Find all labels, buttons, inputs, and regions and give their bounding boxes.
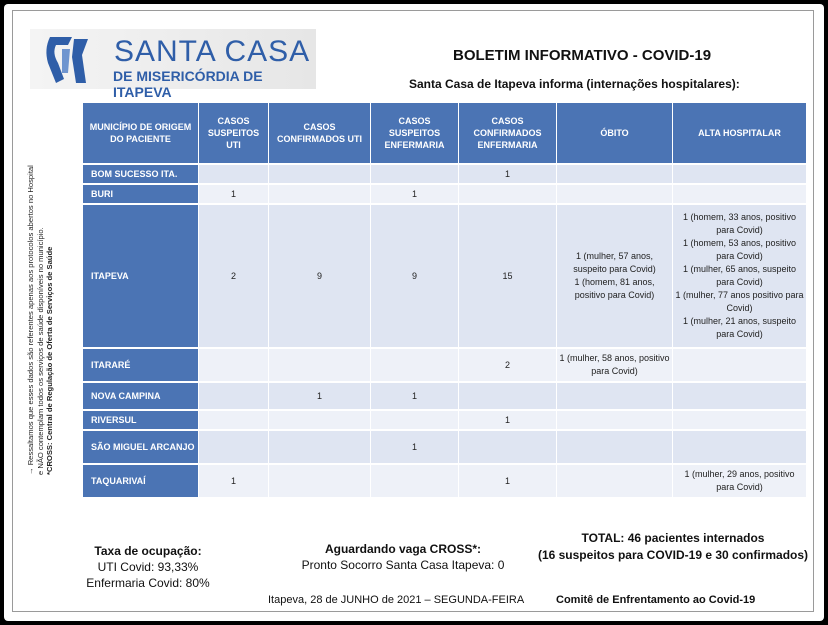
- count-cell: [269, 463, 371, 497]
- alta-entry: 1 (mulher, 21 anos, suspeito para Covid): [682, 316, 797, 339]
- alta-cell: [673, 429, 807, 463]
- logo-title: SANTA CASA: [114, 35, 311, 68]
- table-row: [83, 381, 807, 409]
- side-note-line-3: *CROSS: Central de Regulação de Oferta de Serviços de Saúde: [45, 246, 54, 475]
- count-cell: [269, 347, 371, 381]
- alta-entry: 1 (mulher, 77 anos positivo para Covid): [675, 290, 804, 313]
- municipality-cell: ITAPEVA: [83, 203, 199, 347]
- column-header: CASOS CONFIRMADOS UTI: [269, 103, 371, 163]
- count-cell: 1: [199, 463, 269, 497]
- obito-entry: 1 (homem, 81 anos, positivo para Covid): [574, 277, 655, 300]
- alta-entry: 1 (homem, 33 anos, positivo para Covid): [682, 212, 797, 235]
- logo-subtitle: DE MISERICÓRDIA DE ITAPEVA: [113, 68, 263, 100]
- alta-entry: 1 (mulher, 65 anos, suspeito para Covid): [682, 264, 797, 287]
- count-cell: [459, 429, 557, 463]
- alta-entry: 1 (homem, 53 anos, positivo para Covid): [682, 238, 797, 261]
- municipality-cell: BOM SUCESSO ITA.: [83, 163, 199, 183]
- side-note-line-2: e NÃO contemplam todos os serviços de saúde disponíveis no município.: [35, 227, 45, 475]
- count-cell: 1: [269, 381, 371, 409]
- cross-heading: Aguardando vaga CROSS*:: [324, 542, 482, 556]
- obito-cell: [557, 163, 673, 183]
- count-cell: 1: [199, 183, 269, 203]
- obito-cell: [557, 381, 673, 409]
- santa-casa-logo-icon: [42, 33, 94, 87]
- obito-cell: [557, 463, 673, 497]
- side-note-line-1: → Ressaltamos que esses dados são referentes apenas aos protocolos abertos no Hospital: [26, 165, 35, 475]
- count-cell: 1: [371, 429, 459, 463]
- column-header: CASOS CONFIRMADOS ENFERMARIA: [459, 103, 557, 163]
- alta-cell: [673, 381, 807, 409]
- count-cell: [199, 381, 269, 409]
- column-header: CASOS SUSPEITOS ENFERMARIA: [371, 103, 459, 163]
- total-line-2: (16 suspeitos para COVID-19 e 30 confirmados): [537, 548, 809, 562]
- alta-cell: [673, 163, 807, 183]
- table-row: [83, 183, 807, 203]
- table-row: [83, 163, 807, 183]
- count-cell: [199, 429, 269, 463]
- bulletin-sheet: [12, 10, 814, 612]
- alta-cell: [673, 409, 807, 429]
- alta-cell: [673, 203, 807, 347]
- bulletin-table: [83, 103, 807, 497]
- occupancy-enfermaria: Enfermaria Covid: 80%: [86, 576, 210, 590]
- count-cell: [269, 163, 371, 183]
- occupancy-uti: UTI Covid: 93,33%: [97, 560, 199, 574]
- footer-committee: Comitê de Enfrentamento ao Covid-19: [556, 594, 756, 606]
- count-cell: [459, 183, 557, 203]
- count-cell: 2: [199, 203, 269, 347]
- count-cell: [371, 409, 459, 429]
- count-cell: 1: [459, 463, 557, 497]
- count-cell: [459, 381, 557, 409]
- alta-entry: 1 (mulher, 29 anos, positivo para Covid): [684, 469, 795, 492]
- municipality-cell: TAQUARIVAÍ: [83, 463, 199, 497]
- total-block: [523, 530, 823, 564]
- count-cell: [371, 463, 459, 497]
- municipality-cell: NOVA CAMPINA: [83, 381, 199, 409]
- count-cell: [371, 163, 459, 183]
- table-row: [83, 429, 807, 463]
- page-title: BOLETIM INFORMATIVO - COVID-19: [453, 47, 712, 64]
- municipality-cell: RIVERSUL: [83, 409, 199, 429]
- count-cell: [199, 409, 269, 429]
- count-cell: 2: [459, 347, 557, 381]
- count-cell: 9: [269, 203, 371, 347]
- page-subtitle: Santa Casa de Itapeva informa (internações hospitalares):: [409, 77, 740, 91]
- logo: [30, 29, 316, 100]
- column-header: MUNICÍPIO DE ORIGEM DO PACIENTE: [83, 103, 199, 163]
- count-cell: 1: [371, 183, 459, 203]
- window-frame: [4, 4, 824, 621]
- footer-date: Itapeva, 28 de JUNHO de 2021 – SEGUNDA-FEIRA: [268, 594, 525, 606]
- count-cell: 1: [459, 409, 557, 429]
- occupancy-heading: Taxa de ocupação:: [94, 544, 202, 558]
- count-cell: [269, 409, 371, 429]
- column-header: ÓBITO: [557, 103, 673, 163]
- count-cell: [371, 347, 459, 381]
- occupancy-block: [73, 543, 223, 591]
- municipality-cell: SÃO MIGUEL ARCANJO: [83, 429, 199, 463]
- total-line-1: TOTAL: 46 pacientes internados: [581, 531, 765, 545]
- count-cell: [269, 429, 371, 463]
- obito-cell: [557, 183, 673, 203]
- count-cell: [269, 183, 371, 203]
- table-body: [83, 163, 807, 497]
- municipality-cell: BURI: [83, 183, 199, 203]
- count-cell: 9: [371, 203, 459, 347]
- obito-cell: [557, 203, 673, 347]
- count-cell: [199, 347, 269, 381]
- table-row: [83, 203, 807, 347]
- table-row: [83, 409, 807, 429]
- count-cell: 1: [371, 381, 459, 409]
- obito-entry: 1 (mulher, 58 anos, positivo para Covid): [559, 353, 670, 376]
- count-cell: [199, 163, 269, 183]
- count-cell: 15: [459, 203, 557, 347]
- column-header: ALTA HOSPITALAR: [673, 103, 807, 163]
- alta-cell: [673, 347, 807, 381]
- municipality-cell: ITARARÉ: [83, 347, 199, 381]
- table-header-row: [83, 103, 807, 163]
- obito-cell: [557, 429, 673, 463]
- table-row: [83, 463, 807, 497]
- side-note: [26, 135, 55, 475]
- alta-cell: [673, 183, 807, 203]
- column-header: CASOS SUSPEITOS UTI: [199, 103, 269, 163]
- cross-value: Pronto Socorro Santa Casa Itapeva: 0: [301, 558, 505, 572]
- obito-cell: [557, 409, 673, 429]
- table-row: [83, 347, 807, 381]
- count-cell: 1: [459, 163, 557, 183]
- cross-block: [283, 541, 523, 573]
- obito-entry: 1 (mulher, 57 anos, suspeito para Covid): [573, 251, 656, 274]
- obito-cell: [557, 347, 673, 381]
- alta-cell: [673, 463, 807, 497]
